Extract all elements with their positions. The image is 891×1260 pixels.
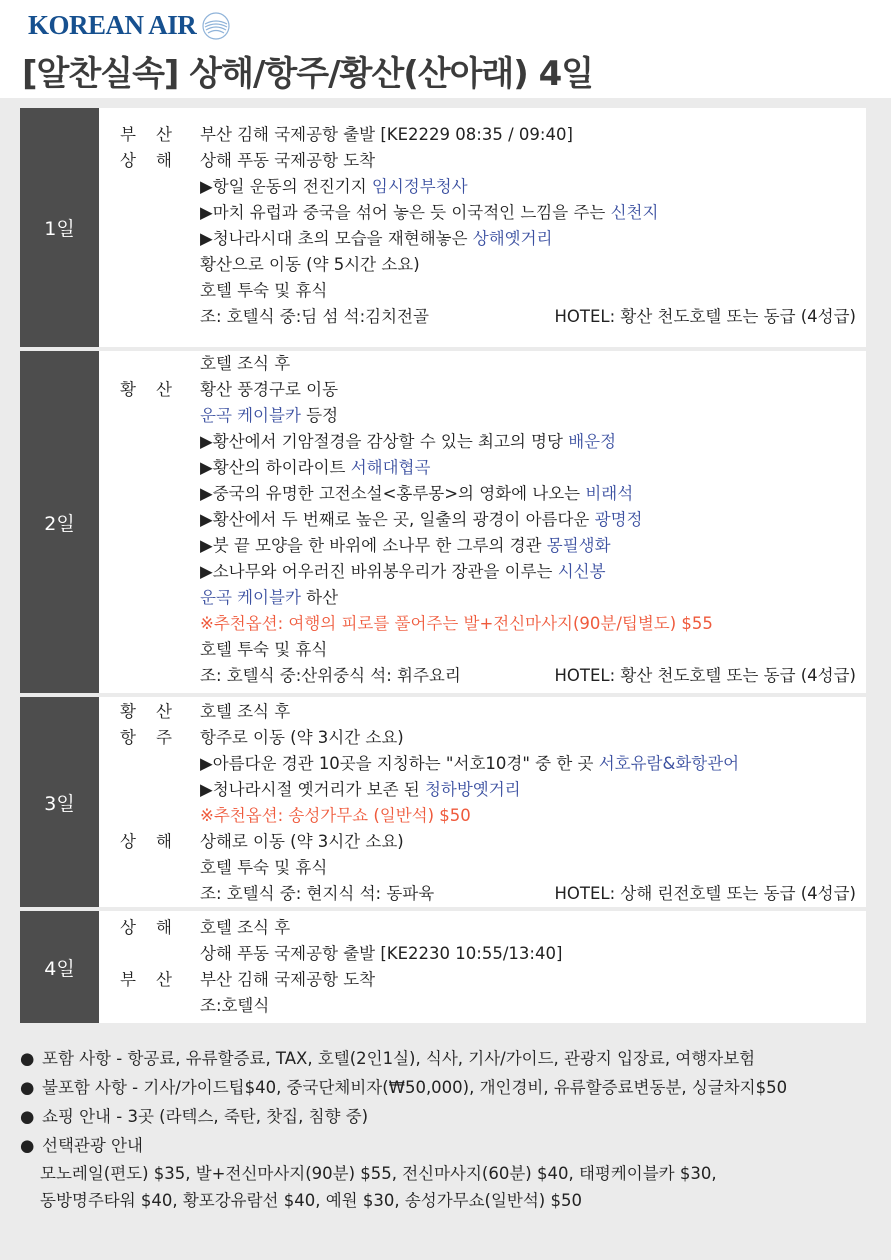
attraction-name: 시신봉 <box>557 562 606 581</box>
itinerary-line: 호텔 조식 후 <box>200 702 291 721</box>
day-4-block <box>20 911 866 1023</box>
itinerary-line: 상해로 이동 (약 3시간 소요) <box>200 832 404 851</box>
line-text: ▶청나라시절 옛거리가 보존 된 <box>200 780 425 799</box>
note-text: 선택관광 안내 <box>42 1136 143 1155</box>
logo-text: KOREAN AIR <box>28 10 197 40</box>
itinerary-line <box>200 200 658 226</box>
note-optional-tours <box>20 1131 880 1160</box>
line-text: ▶항일 운동의 전진기지 <box>200 177 372 196</box>
bullet-icon: ● <box>20 1136 35 1155</box>
bullet-icon: ● <box>20 1078 35 1097</box>
note-text: 쇼핑 안내 - 3곳 (라텍스, 죽탄, 찻집, 침향 중) <box>42 1107 369 1126</box>
line-text: ▶황산에서 두 번째로 높은 곳, 일출의 광경이 아름다운 <box>200 510 595 529</box>
itinerary-line: 부산 김해 국제공항 출발 [KE2229 08:35 / 09:40] <box>200 125 573 144</box>
location-label: 부 산 <box>120 125 172 144</box>
korean-air-logo <box>28 10 231 41</box>
hotel-info: HOTEL: 황산 천도호텔 또는 동급 (4성급) <box>554 666 856 685</box>
itinerary-line: 호텔 투숙 및 휴식 <box>200 281 328 300</box>
attraction-name: 상해옛거리 <box>472 229 553 248</box>
day-label: 4일 <box>20 911 99 1023</box>
itinerary-line <box>200 777 521 803</box>
note-included <box>20 1044 880 1073</box>
location-label: 항 주 <box>120 728 172 747</box>
itinerary-line: 상해 푸동 국제공항 도착 <box>200 151 376 170</box>
header <box>0 0 891 98</box>
notes-section <box>20 1044 880 1214</box>
day-label: 2일 <box>20 351 99 693</box>
itinerary-line <box>200 429 616 455</box>
itinerary-line <box>200 481 633 507</box>
itinerary-line: 호텔 투숙 및 휴식 <box>200 640 328 659</box>
taegeuk-logo-icon <box>201 11 231 41</box>
attraction-name: 배운정 <box>568 432 617 451</box>
itinerary-line <box>200 585 338 611</box>
line-text: ▶붓 끝 모양을 한 바위에 소나무 한 그루의 경관 <box>200 536 547 555</box>
line-text: ▶아름다운 경관 10곳을 지칭하는 "서호10경" 중 한 곳 <box>200 754 599 773</box>
attraction-name: 신천지 <box>610 203 659 222</box>
optional-tours-list: 모노레일(편도) $35, 발+전신마사지(90분) $55, 전신마사지(60분) $40, 태평케이블카 $30, <box>40 1164 717 1183</box>
hotel-info: HOTEL: 황산 천도호텔 또는 동급 (4성급) <box>554 307 856 326</box>
line-text: ▶소나무와 어우러진 바위봉우리가 장관을 이루는 <box>200 562 558 581</box>
day-2-block <box>20 351 866 693</box>
itinerary-line: 부산 김해 국제공항 도착 <box>200 970 376 989</box>
day-1-block <box>20 108 866 347</box>
itinerary-line: 상해 푸동 국제공항 출발 [KE2230 10:55/13:40] <box>200 944 563 963</box>
itinerary-line <box>200 174 468 200</box>
note-text: 불포함 사항 - 기사/가이드팁$40, 중국단체비자(₩50,000), 개인경비, 유류할증료변동분, 싱글차지$50 <box>42 1078 788 1097</box>
itinerary-line <box>200 455 430 481</box>
hotel-info: HOTEL: 상해 린전호텔 또는 동급 (4성급) <box>554 884 856 903</box>
itinerary-line <box>200 507 642 533</box>
itinerary-line <box>200 559 606 585</box>
line-text: ▶황산의 하이라이트 <box>200 458 351 477</box>
note-text: 포함 사항 - 항공료, 유류할증료, TAX, 호텔(2인1실), 식사, 기사/가이드, 관광지 입장료, 여행자보험 <box>42 1049 756 1068</box>
attraction-name: 서호유람&화항관어 <box>598 754 740 773</box>
line-text: 등정 <box>300 406 339 425</box>
meal-info: 조: 호텔식 중:딤 섬 석:김치전골 <box>200 307 429 326</box>
itinerary-line: 호텔 조식 후 <box>200 354 291 373</box>
attraction-name: 운곡 케이블카 <box>200 588 301 607</box>
attraction-name: 몽필생화 <box>546 536 611 555</box>
itinerary-line: 항주로 이동 (약 3시간 소요) <box>200 728 404 747</box>
attraction-name: 비래석 <box>585 484 634 503</box>
location-label: 황 산 <box>120 702 172 721</box>
itinerary-line <box>200 751 739 777</box>
line-text: ▶황산에서 기암절경을 감상할 수 있는 최고의 명당 <box>200 432 569 451</box>
bullet-icon: ● <box>20 1107 35 1126</box>
attraction-name: 임시정부청사 <box>371 177 468 196</box>
meal-info: 조:호텔식 <box>200 996 270 1015</box>
bullet-icon: ● <box>20 1049 35 1068</box>
line-text: 하산 <box>300 588 339 607</box>
attraction-name: 광명정 <box>594 510 643 529</box>
optional-tour-note: ※추천옵션: 여행의 피로를 풀어주는 발+전신마사지(90분/팁별도) $55 <box>200 614 713 633</box>
location-label: 황 산 <box>120 380 172 399</box>
location-label: 상 해 <box>120 832 172 851</box>
day-label: 1일 <box>20 108 99 347</box>
location-label: 상 해 <box>120 918 172 937</box>
itinerary-line: 호텔 투숙 및 휴식 <box>200 858 328 877</box>
optional-tours-list: 동방명주타워 $40, 황포강유람선 $40, 예원 $30, 송성가무쇼(일반석) $50 <box>40 1191 582 1210</box>
line-text: ▶청나라시대 초의 모습을 재현해놓은 <box>200 229 473 248</box>
itinerary-line: 황산으로 이동 (약 5시간 소요) <box>200 255 420 274</box>
day-label: 3일 <box>20 697 99 907</box>
day-3-block <box>20 697 866 907</box>
itinerary-line: 호텔 조식 후 <box>200 918 291 937</box>
attraction-name: 청하방옛거리 <box>424 780 521 799</box>
attraction-name: 서해대협곡 <box>350 458 431 477</box>
itinerary-line <box>200 226 552 252</box>
note-excluded <box>20 1073 880 1102</box>
attraction-name: 운곡 케이블카 <box>200 406 301 425</box>
meal-info: 조: 호텔식 중: 현지식 석: 동파육 <box>200 884 435 903</box>
itinerary-line: 황산 풍경구로 이동 <box>200 380 339 399</box>
optional-tour-note: ※추천옵션: 송성가무쇼 (일반석) $50 <box>200 806 471 825</box>
page-title: [알찬실속] 상해/항주/황산(산아래) 4일 <box>22 54 594 94</box>
location-label: 부 산 <box>120 970 172 989</box>
itinerary-line <box>200 533 611 559</box>
itinerary-line <box>200 403 338 429</box>
location-label: 상 해 <box>120 151 172 170</box>
meal-info: 조: 호텔식 중:산위중식 석: 휘주요리 <box>200 666 461 685</box>
line-text: ▶중국의 유명한 고전소설<홍루몽>의 영화에 나오는 <box>200 484 586 503</box>
line-text: ▶마치 유럽과 중국을 섞어 놓은 듯 이국적인 느낌을 주는 <box>200 203 611 222</box>
note-shopping <box>20 1102 880 1131</box>
